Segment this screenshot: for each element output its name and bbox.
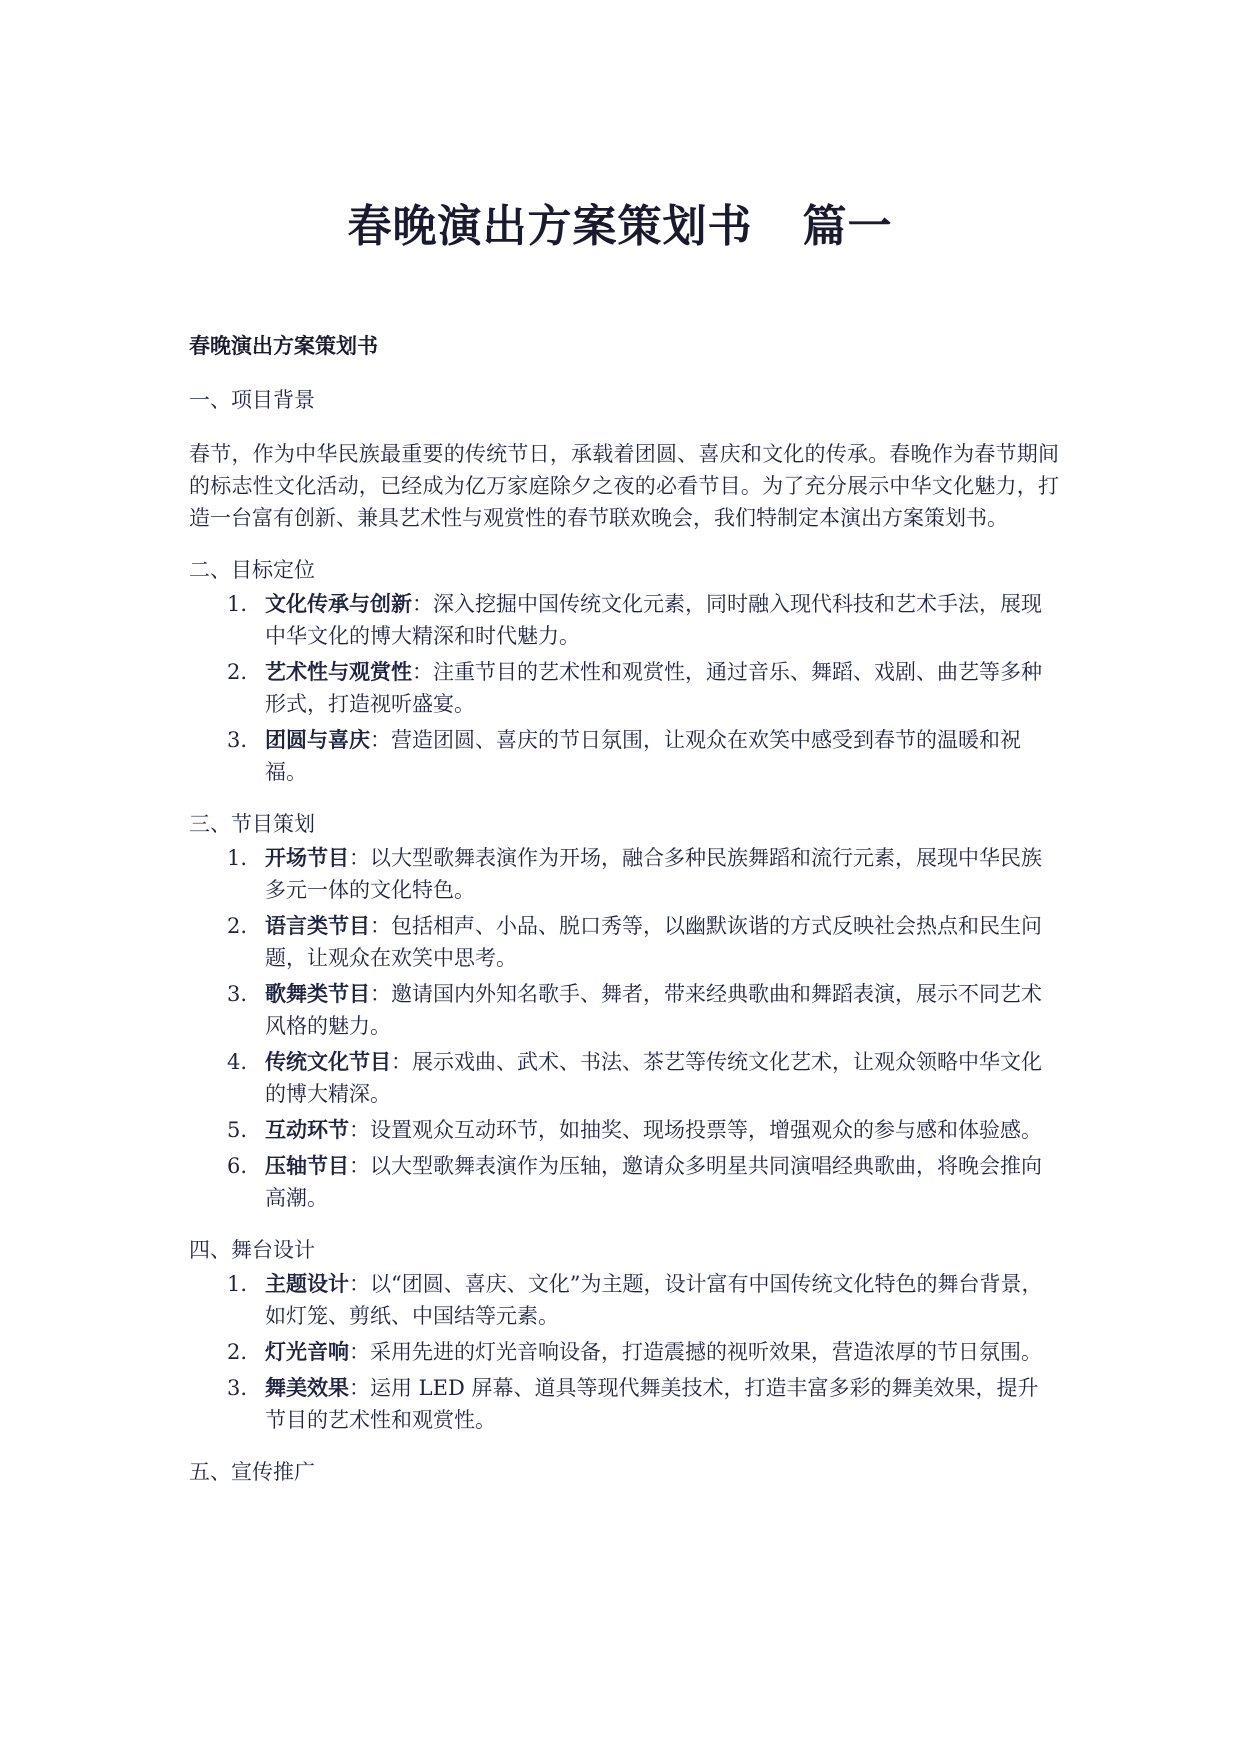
list-item-number: 4. — [227, 1050, 248, 1074]
list-item — [189, 1150, 1059, 1214]
list-item-text: ：采用先进的灯光音响设备，打造震撼的视听效果，营造浓厚的节日氛围。 — [349, 1340, 1042, 1364]
section-heading-stage-design: 四、舞台设计 — [189, 1238, 315, 1262]
list-item — [189, 1268, 1059, 1332]
list-item-text: ：邀请国内外知名歌手、舞者，带来经典歌曲和舞蹈表演，展示不同艺术风格的魅力。 — [265, 982, 1042, 1038]
list-item-number: 1. — [227, 846, 248, 870]
section-heading-goals: 二、目标定位 — [189, 558, 315, 582]
list-item-text: ：注重节目的艺术性和观赏性，通过音乐、舞蹈、戏剧、曲艺等多种形式，打造视听盛宴。 — [265, 660, 1042, 716]
list-item-number: 1. — [227, 1272, 248, 1296]
list-item-text: ：以“团圆、喜庆、文化”为主题，设计富有中国传统文化特色的舞台背景，如灯笼、剪纸、中国结等元素。 — [265, 1272, 1043, 1328]
list-item — [189, 978, 1059, 1042]
list-item-text: ：营造团圆、喜庆的节日氛围，让观众在欢笑中感受到春节的温暖和祝福。 — [265, 728, 1021, 784]
document-body — [189, 330, 1059, 1488]
list-item-number: 2. — [227, 1340, 248, 1364]
list-item-term: 文化传承与创新 — [265, 592, 412, 616]
list-item — [189, 910, 1059, 974]
background-paragraph: 春节，作为中华民族最重要的传统节日，承载着团圆、喜庆和文化的传承。春晚作为春节期间的标志性文化活动，已经成为亿万家庭除夕之夜的必看节目。为了充分展示中华文化魅力，打造一台富有创新、兼具艺术性与观赏性的春节联欢晚会，我们特制定本演出方案策划书。 — [189, 442, 1059, 530]
list-item — [189, 724, 1059, 788]
list-item-text: ：以大型歌舞表演作为压轴，邀请众多明星共同演唱经典歌曲，将晚会推向高潮。 — [265, 1154, 1042, 1210]
list-item-text: ：展示戏曲、武术、书法、茶艺等传统文化艺术，让观众领略中华文化的博大精深。 — [265, 1050, 1042, 1106]
list-item-number: 6. — [227, 1154, 248, 1178]
list-item-term: 开场节目 — [265, 846, 349, 870]
list-item-term: 灯光音响 — [265, 1340, 349, 1364]
list-item-term: 舞美效果 — [265, 1376, 349, 1400]
stage-design-list — [189, 1268, 1059, 1436]
list-item-term: 语言类节目 — [265, 914, 370, 938]
list-item — [189, 1046, 1059, 1110]
list-item-term: 压轴节目 — [265, 1154, 349, 1178]
list-item-text: ：以大型歌舞表演作为开场，融合多种民族舞蹈和流行元素，展现中华民族多元一体的文化特色。 — [265, 846, 1042, 902]
list-item-term: 传统文化节目 — [265, 1050, 391, 1074]
list-item-number: 2. — [227, 660, 248, 684]
list-item — [189, 588, 1059, 652]
list-item-term: 主题设计 — [265, 1272, 349, 1296]
document-title-main: 春晚演出方案策划书 — [347, 201, 753, 252]
list-item-term: 歌舞类节目 — [265, 982, 370, 1006]
section-heading-programs: 三、节目策划 — [189, 812, 315, 836]
list-item-term: 艺术性与观赏性 — [265, 660, 412, 684]
list-item — [189, 1114, 1059, 1146]
list-item-number: 5. — [227, 1118, 248, 1142]
document-title — [0, 190, 1240, 254]
list-item — [189, 842, 1059, 906]
list-item-number: 3. — [227, 1376, 248, 1400]
list-item — [189, 1372, 1059, 1436]
list-item-term: 团圆与喜庆 — [265, 728, 370, 752]
list-item-number: 2. — [227, 914, 248, 938]
section-heading-background: 一、项目背景 — [189, 388, 315, 412]
goals-list — [189, 588, 1059, 788]
document-title-suffix: 篇一 — [802, 201, 893, 252]
list-item-number: 3. — [227, 982, 248, 1006]
list-item-text: ：运用 LED 屏幕、道具等现代舞美技术，打造丰富多彩的舞美效果，提升节目的艺术性和观赏性。 — [265, 1376, 1039, 1432]
list-item-text: ：设置观众互动环节，如抽奖、现场投票等，增强观众的参与感和体验感。 — [349, 1118, 1042, 1142]
list-item-text: ：包括相声、小品、脱口秀等，以幽默诙谐的方式反映社会热点和民生问题，让观众在欢笑中思考。 — [265, 914, 1042, 970]
list-item-number: 1. — [227, 592, 248, 616]
section-heading-promotion: 五、宣传推广 — [189, 1460, 315, 1484]
document-subtitle: 春晚演出方案策划书 — [189, 334, 378, 358]
list-item — [189, 1336, 1059, 1368]
list-item-text: ：深入挖掘中国传统文化元素，同时融入现代科技和艺术手法，展现中华文化的博大精深和时代魅力。 — [265, 592, 1042, 648]
list-item-number: 3. — [227, 728, 248, 752]
programs-list — [189, 842, 1059, 1214]
list-item — [189, 656, 1059, 720]
list-item-term: 互动环节 — [265, 1118, 349, 1142]
